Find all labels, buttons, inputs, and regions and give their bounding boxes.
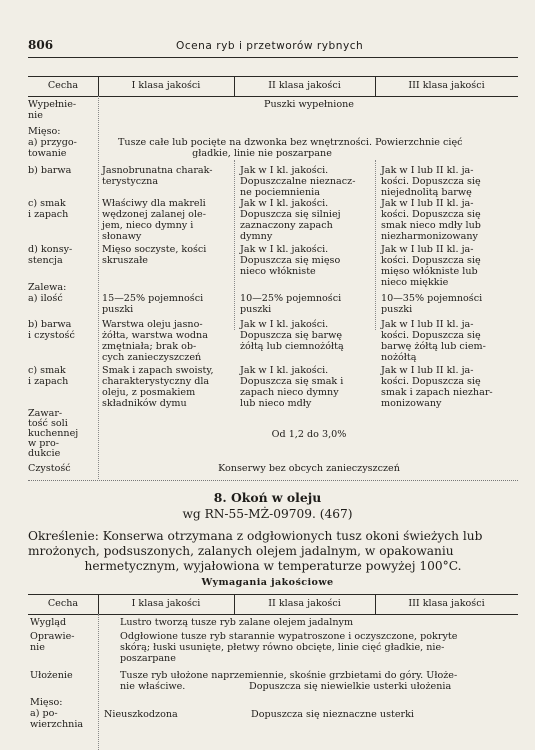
row-label: Zawar- [28,408,63,419]
row-label: Ułożenie [30,670,73,681]
cell-value: Dopuszcza się silniej [240,209,341,220]
cell-value: 10—35% pojemności [381,293,483,304]
cell-value: Jak w I kl. jakości. [240,165,329,176]
row-label: c) smak [28,198,66,209]
cell-value: smak i zapach niezhar- [381,387,493,398]
cell-value: niezharmonizowany [381,231,478,242]
cell-value: Jasnobrunatna charak- [102,165,213,176]
row-label: d) konsy- [28,244,73,255]
cell-value: Puszki wypełnione [264,99,354,110]
cell-value: dymny [240,231,273,242]
column-header: II klasa jakości [268,598,341,609]
row-label: w pro- [28,438,60,449]
cell-value: nożółtą [381,352,417,363]
cell-value: kości. Dopuszcza się [381,330,481,341]
cell-value: gładkie, linie nie poszarpane [192,148,332,159]
row-label: a) ilość [28,293,63,304]
cell-value: Warstwa oleju jasno- [102,319,203,330]
cell-value: Nieuszkodzona [104,709,178,720]
cell-value: 10—25% pojemności [240,293,342,304]
cell-value: smak nieco mdły lub [381,220,481,231]
group-label: Zalewa: [28,282,67,293]
cell-value: kości. Dopuszcza się [381,376,481,387]
row-label: c) smak [28,365,66,376]
cell-value: Dopuszcza się smak i [240,376,344,387]
row-label: a) po- [30,708,58,719]
row-label: nie [30,642,45,653]
row-label: i zapach [28,376,69,387]
requirements-title: Wymagania jakościowe [201,577,334,588]
cell-value: poszarpane [120,653,176,664]
cell-value: Od 1,2 do 3,0% [271,429,347,440]
row-label: Wygląd [30,617,67,628]
cell-value: Jak w I lub II kl. ja- [381,319,474,330]
cell-value: puszki [240,304,272,315]
cell-value: mięso włókniste lub [381,266,478,277]
cell-value: Dopuszcza się barwę [240,330,343,341]
row-label: Oprawie- [30,631,75,642]
column-header: II klasa jakości [268,80,341,91]
cell-value: żółta, warstwa wodna [102,330,208,341]
definition-line: Określenie: Konserwa otrzymana z odgłowionych tusz okoni świeżych lub [28,529,483,543]
row-label: i zapach [28,209,69,220]
cell-value: niejednolitą barwę [381,187,472,198]
cell-value: puszki [381,304,413,315]
cell-value: Dopuszcza się niewielkie usterki ułożenia [249,681,452,692]
cell-value: Jak w I lub II kl. ja- [381,198,474,209]
column-header: III klasa jakości [408,80,485,91]
cell-value: Jak w I kl. jakości. [240,198,329,209]
page-number: 806 [28,38,54,52]
column-header: I klasa jakości [131,598,201,609]
row-label: b) barwa [28,165,72,176]
cell-value: monizowany [381,398,442,409]
cell-value: składników dymu [102,398,187,409]
column-header: Cecha [47,598,79,609]
cell-value: Jak w I lub II kl. ja- [381,165,474,176]
cell-value: Jak w I kl. jakości. [240,244,329,255]
section-heading: 8. Okoń w oleju [213,490,322,505]
cell-value: 15—25% pojemności [102,293,204,304]
column-header: III klasa jakości [408,598,485,609]
row-label: i czystość [28,330,75,341]
table-rule [28,614,518,615]
cell-value: Jak w I lub II kl. ja- [381,365,474,376]
cell-value: Konserwy bez obcych zanieczyszczeń [218,463,400,474]
cell-value: Dopuszcza się nieznaczne usterki [251,709,414,720]
cell-value: oleju, z posmakiem [102,387,196,398]
cell-value: Tusze całe lub pocięte na dzwonka bez wnętrzności. Powierzchnie cięć [118,137,463,148]
table-rule [28,594,518,595]
cell-value: słonawy [102,231,142,242]
row-label: Czystość [28,463,71,474]
cell-value: Smak i zapach swoisty, [102,365,214,376]
column-header: Cecha [47,80,79,91]
cell-value: kości. Dopuszcza się [381,255,481,266]
cell-value: Właściwy dla makreli [102,198,206,209]
cell-value: nie właściwe. [120,681,186,692]
cell-value: Tusze ryb ułożone naprzemiennie, skośnie grzbietami do góry. Ułoże- [120,670,458,681]
cell-value: Jak w I kl. jakości. [240,319,329,330]
row-label: tość soli [28,418,68,429]
row-label: towanie [28,148,67,159]
row-label: Mięso: [30,697,63,708]
cell-value: zapach nieco dymny [240,387,339,398]
cell-value: jem, nieco dymny i [102,220,194,231]
cell-value: nieco miękkie [381,277,449,288]
cell-value: zaznaczony zapach [240,220,333,231]
column-header: I klasa jakości [131,80,201,91]
cell-value: skruszałe [102,255,148,266]
cell-value: lub nieco mdły [240,398,312,409]
group-label: Mięso: [28,126,61,137]
cell-value: barwę żółtą lub ciem- [381,341,486,352]
cell-value: kości. Dopuszcza się [381,176,481,187]
cell-value: Jak w I lub II kl. ja- [381,244,474,255]
cell-value: kości. Dopuszcza się [381,209,481,220]
column-rule [98,614,99,750]
cell-value: żółtą lub ciemnożółtą [240,341,344,352]
row-label: stencja [28,255,63,266]
cell-value: wędzonej zalanej ole- [102,209,206,220]
section-standard: wg RN-55-MŻ-09709. (467) [182,507,353,521]
cell-value: Mięso soczyste, kości [102,244,207,255]
cell-value: terystyczna [102,176,159,187]
cell-value: Jak w I kl. jakości. [240,365,329,376]
cell-value: cych zanieczyszczeń [102,352,202,363]
cell-value: Odgłowione tusze ryb starannie wypatroszone i oczyszczone, pokryte [120,631,458,642]
definition-line: mrożonych, podsuszonych, zalanych olejem jadalnym, w opakowaniu [28,544,454,558]
cell-value: puszki [102,304,134,315]
row-label: dukcie [28,448,61,459]
row-label: Wypełnie- [28,99,77,110]
row-label: kuchennej [28,428,79,439]
cell-value: nieco włókniste [240,266,316,277]
cell-value: ne pociemnienia [240,187,320,198]
cell-value: Dopuszcza się mięso [240,255,341,266]
cell-value: skórą; łuski usunięte, płetwy równo obcięte, linie cięć gładkie, nie- [120,642,445,653]
row-label: nie [28,110,43,121]
running-title: Ocena ryb i przetworów rybnych [176,40,364,52]
row-label: wierzchnia [30,719,84,730]
row-label: b) barwa [28,319,72,330]
cell-value: zmętniała; brak ob- [102,341,197,352]
row-label: a) przygo- [28,137,77,148]
definition-line: hermetycznym, wyjałowiona w temperaturze powyżej 100°C. [84,559,462,573]
cell-value: Lustro tworzą tusze ryb zalane olejem jadalnym [120,617,354,628]
cell-value: Dopuszczalne nieznacz- [240,176,356,187]
cell-value: charakterystyczny dla [102,376,210,387]
